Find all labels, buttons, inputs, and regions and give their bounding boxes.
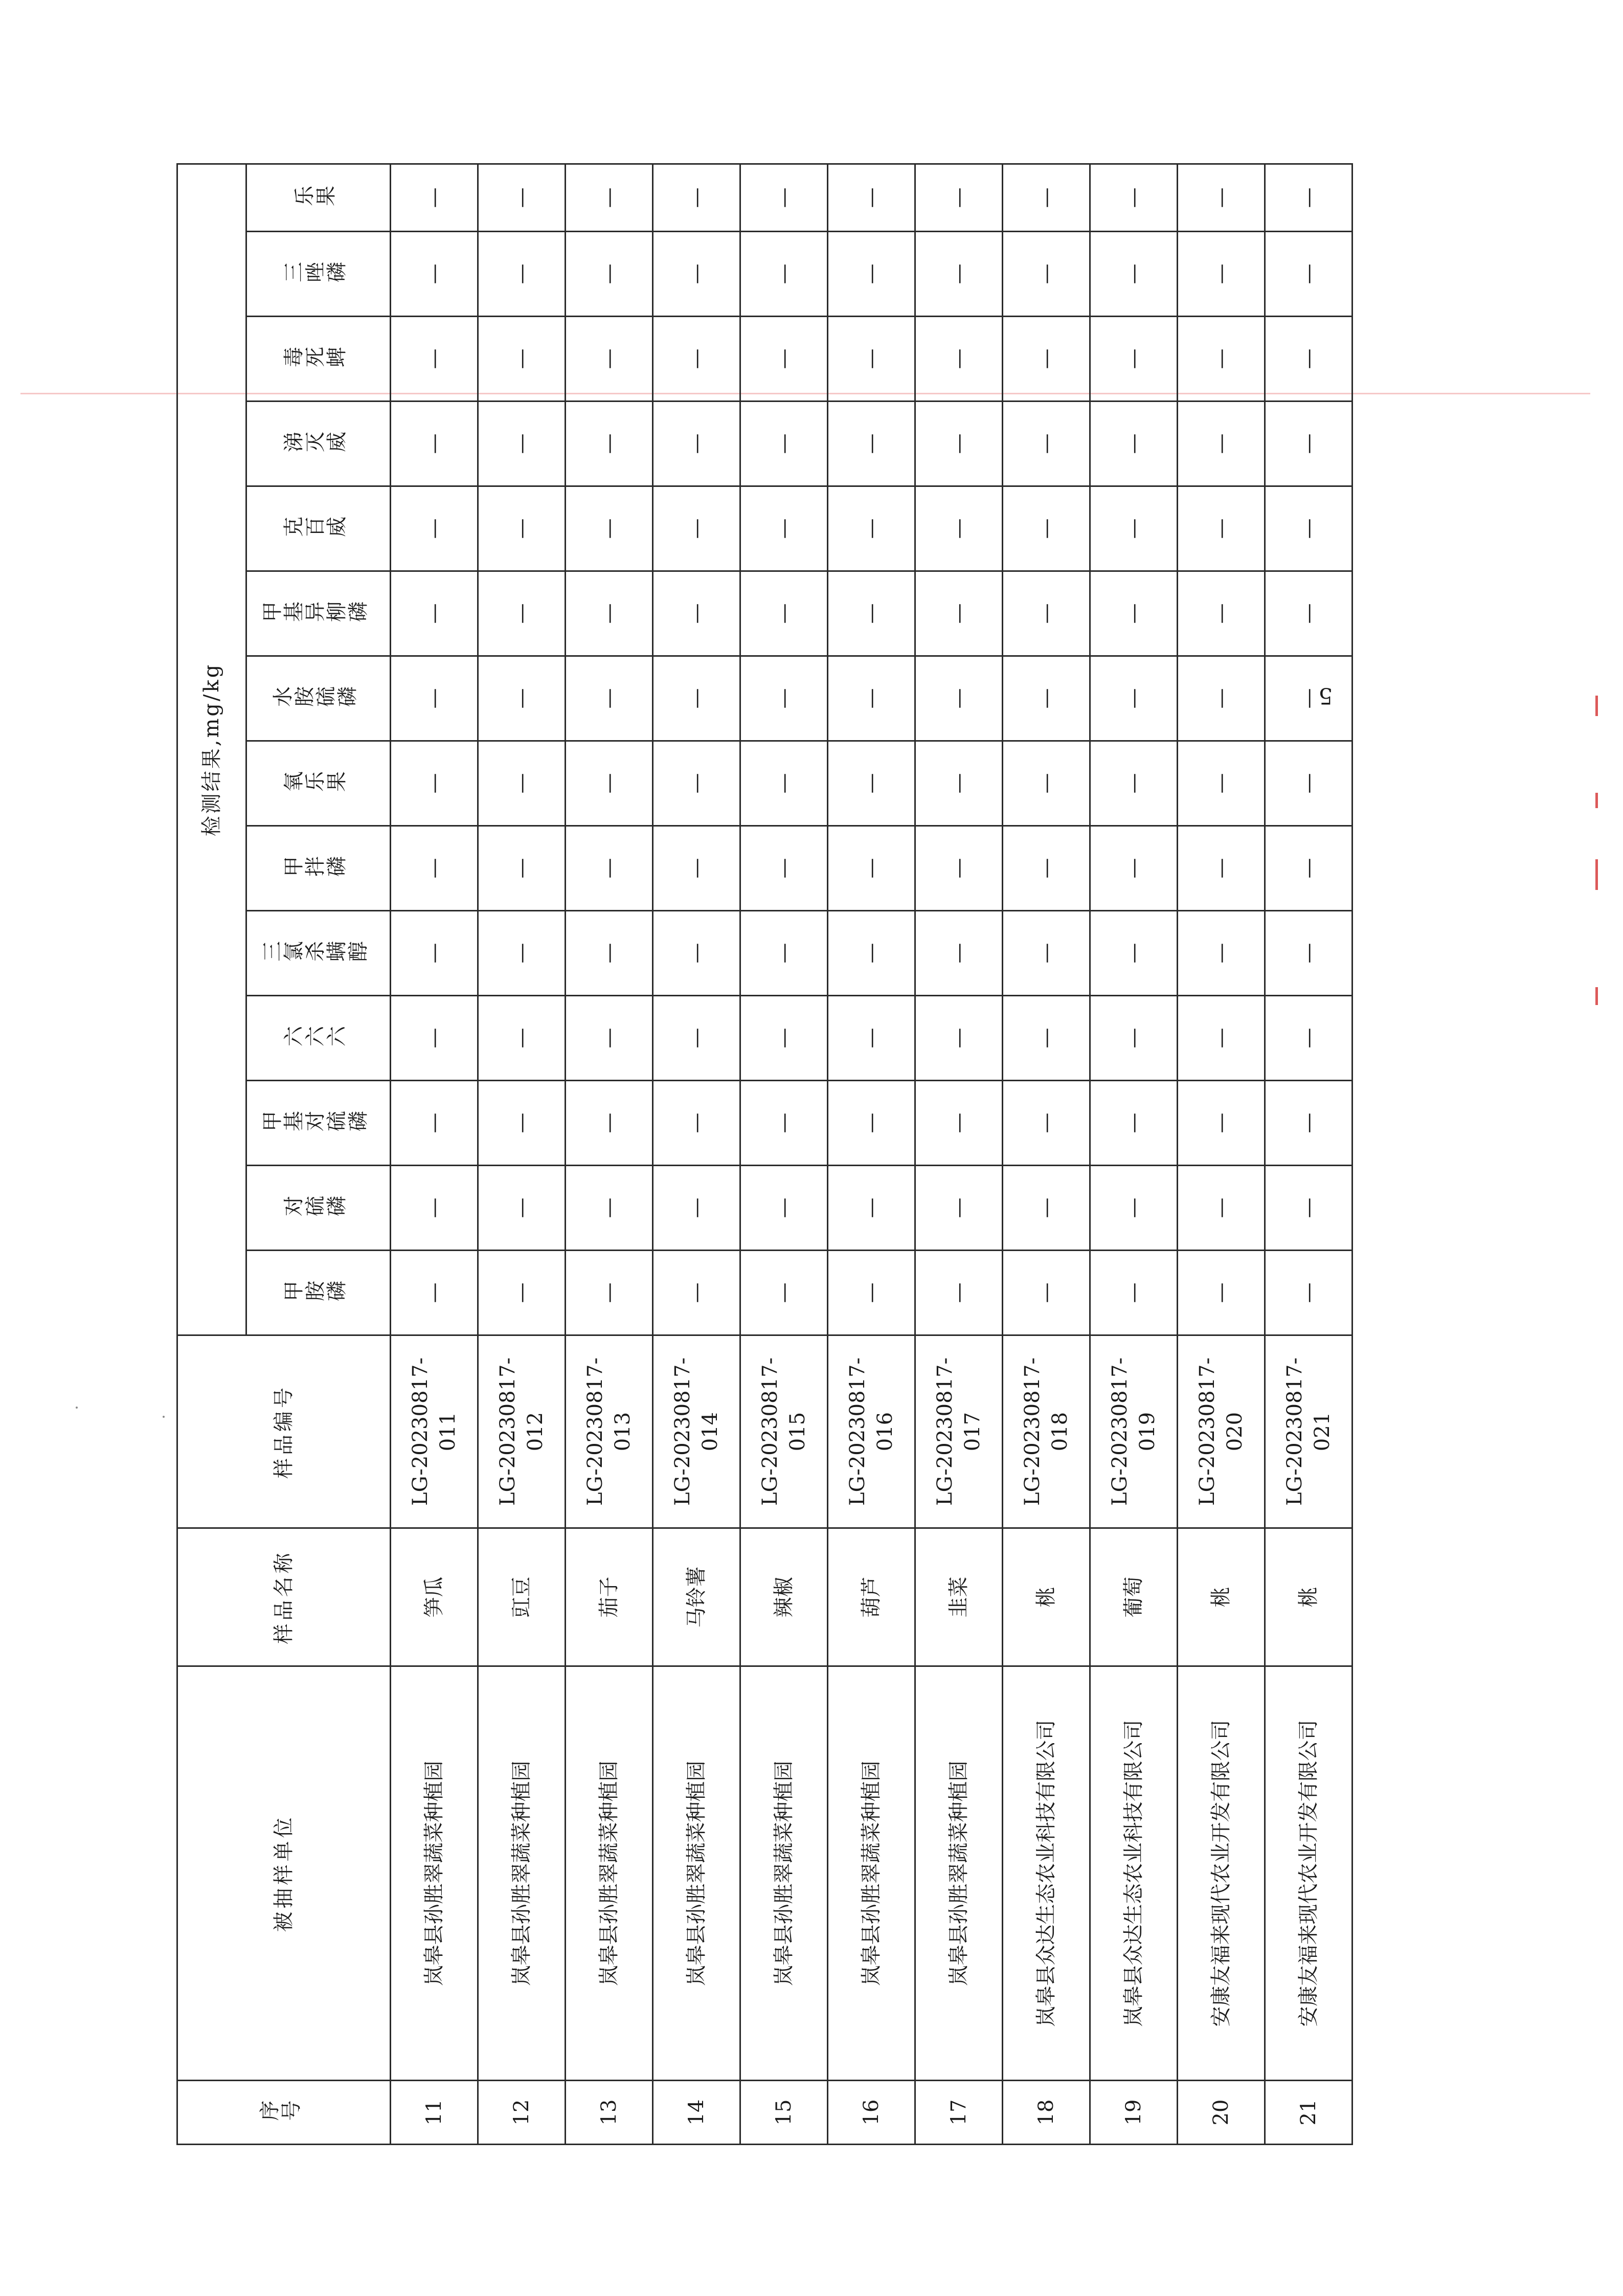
result-cell: — xyxy=(740,402,828,486)
result-cell: — xyxy=(828,571,915,656)
result-cell: — xyxy=(478,1166,566,1251)
result-cell: — xyxy=(740,911,828,996)
result-cell: — xyxy=(566,571,653,656)
result-cell: — xyxy=(653,317,740,402)
result-cell: — xyxy=(566,164,653,231)
result-cell: — xyxy=(1178,402,1265,486)
result-cell: — xyxy=(391,1081,478,1166)
result-cell: — xyxy=(478,164,566,231)
result-cell: — xyxy=(828,317,915,402)
header-analyte: 乐果 xyxy=(246,164,391,231)
result-cell: — xyxy=(740,1166,828,1251)
result-cell: — xyxy=(1003,1166,1090,1251)
result-cell: — xyxy=(1090,1251,1178,1335)
seq-cell: 16 xyxy=(828,2081,915,2145)
header-analyte: 三氯杀螨醇 xyxy=(246,911,391,996)
result-cell: — xyxy=(1003,656,1090,741)
result-cell: — xyxy=(740,656,828,741)
header-analyte: 涕灭威 xyxy=(246,402,391,486)
table-row xyxy=(1003,164,1090,2144)
result-cell: — xyxy=(1003,232,1090,317)
result-cell: — xyxy=(828,1251,915,1335)
table-row xyxy=(478,164,566,2144)
result-cell: — xyxy=(478,741,566,826)
sample-name-cell: 桃 xyxy=(1265,1528,1352,1666)
sample-no-cell: LG-20230817-012 xyxy=(478,1335,566,1528)
result-cell: — xyxy=(915,317,1003,402)
result-cell: — xyxy=(1003,826,1090,911)
header-analyte: 氧乐果 xyxy=(246,741,391,826)
result-cell: — xyxy=(391,826,478,911)
sample-name-cell: 笋瓜 xyxy=(391,1528,478,1666)
result-cell: — xyxy=(1003,1081,1090,1166)
table-row xyxy=(1090,164,1178,2144)
result-cell: — xyxy=(740,1081,828,1166)
result-cell: — xyxy=(653,232,740,317)
result-cell: — xyxy=(566,826,653,911)
result-cell: — xyxy=(478,486,566,571)
result-cell: — xyxy=(1265,1166,1352,1251)
result-cell: — xyxy=(1265,996,1352,1081)
result-cell: — xyxy=(1178,317,1265,402)
result-cell: — xyxy=(828,911,915,996)
result-cell: — xyxy=(653,1081,740,1166)
unit-cell: 安康友福来现代农业开发有限公司 xyxy=(1178,1666,1265,2081)
unit-cell: 岚皋县孙胜翠蔬菜种植园 xyxy=(391,1666,478,2081)
header-analyte: 六六六 xyxy=(246,996,391,1081)
result-cell: — xyxy=(915,486,1003,571)
result-cell: — xyxy=(1265,911,1352,996)
result-cell: — xyxy=(1003,164,1090,231)
seq-cell: 20 xyxy=(1178,2081,1265,2145)
result-cell: — xyxy=(1178,571,1265,656)
result-cell: — xyxy=(1003,486,1090,571)
result-cell: — xyxy=(566,1081,653,1166)
table-row xyxy=(391,164,478,2144)
result-cell: — xyxy=(391,164,478,231)
result-cell: — xyxy=(1090,402,1178,486)
result-cell: — xyxy=(653,1251,740,1335)
result-cell: — xyxy=(391,232,478,317)
scan-red-mark xyxy=(1595,859,1598,890)
scan-red-mark xyxy=(1595,793,1598,808)
result-cell: — xyxy=(391,571,478,656)
result-cell: — xyxy=(1003,402,1090,486)
result-cell: — xyxy=(1178,164,1265,231)
sample-name-cell: 桃 xyxy=(1178,1528,1265,1666)
result-cell: — xyxy=(566,402,653,486)
scan-red-mark xyxy=(1595,696,1598,716)
sample-no-cell: LG-20230817-011 xyxy=(391,1335,478,1528)
result-cell: — xyxy=(828,164,915,231)
table-row xyxy=(653,164,740,2144)
result-cell: — xyxy=(653,571,740,656)
result-cell: — xyxy=(391,996,478,1081)
unit-cell: 岚皋县孙胜翠蔬菜种植园 xyxy=(478,1666,566,2081)
unit-cell: 岚皋县孙胜翠蔬菜种植园 xyxy=(828,1666,915,2081)
result-cell: — xyxy=(828,656,915,741)
header-analyte: 克百威 xyxy=(246,486,391,571)
result-cell: — xyxy=(828,232,915,317)
sample-name-cell: 葡萄 xyxy=(1090,1528,1178,1666)
result-cell: — xyxy=(915,1166,1003,1251)
result-cell: — xyxy=(1003,571,1090,656)
result-cell: — xyxy=(1178,232,1265,317)
result-cell: — xyxy=(1265,741,1352,826)
result-cell: — xyxy=(391,911,478,996)
result-cell: — xyxy=(478,402,566,486)
sample-no-cell: LG-20230817-021 xyxy=(1265,1335,1352,1528)
result-cell: — xyxy=(1003,1251,1090,1335)
sample-name-cell: 豇豆 xyxy=(478,1528,566,1666)
result-cell: — xyxy=(1178,996,1265,1081)
page-number: 5 xyxy=(1318,682,1333,709)
header-analyte: 甲胺磷 xyxy=(246,1251,391,1335)
sample-no-cell: LG-20230817-019 xyxy=(1090,1335,1178,1528)
result-cell: — xyxy=(566,317,653,402)
result-cell: — xyxy=(478,1081,566,1166)
result-cell: — xyxy=(1265,826,1352,911)
result-cell: — xyxy=(1178,911,1265,996)
result-cell: — xyxy=(740,317,828,402)
seq-cell: 11 xyxy=(391,2081,478,2145)
result-cell: — xyxy=(915,1081,1003,1166)
header-analyte: 甲拌磷 xyxy=(246,826,391,911)
result-cell: — xyxy=(653,826,740,911)
result-cell: — xyxy=(1265,1251,1352,1335)
unit-cell: 岚皋县孙胜翠蔬菜种植园 xyxy=(653,1666,740,2081)
result-cell: — xyxy=(1265,232,1352,317)
seq-cell: 14 xyxy=(653,2081,740,2145)
result-cell: — xyxy=(566,486,653,571)
result-cell: — xyxy=(1090,911,1178,996)
result-cell: — xyxy=(915,164,1003,231)
result-cell: — xyxy=(391,486,478,571)
unit-cell: 岚皋县孙胜翠蔬菜种植园 xyxy=(740,1666,828,2081)
result-cell: — xyxy=(478,571,566,656)
result-cell: — xyxy=(478,911,566,996)
result-cell: — xyxy=(1265,656,1352,741)
result-cell: — xyxy=(1265,571,1352,656)
inspection-results-table xyxy=(176,163,1353,2145)
sample-name-cell: 辣椒 xyxy=(740,1528,828,1666)
table-row xyxy=(740,164,828,2144)
result-cell: — xyxy=(1178,656,1265,741)
sample-no-cell: LG-20230817-020 xyxy=(1178,1335,1265,1528)
result-cell: — xyxy=(653,402,740,486)
result-cell: — xyxy=(1178,1081,1265,1166)
result-cell: — xyxy=(1090,486,1178,571)
result-cell: — xyxy=(740,571,828,656)
seq-cell: 13 xyxy=(566,2081,653,2145)
result-cell: — xyxy=(478,1251,566,1335)
result-cell: — xyxy=(1265,164,1352,231)
result-cell: — xyxy=(740,1251,828,1335)
seq-cell: 19 xyxy=(1090,2081,1178,2145)
result-cell: — xyxy=(915,826,1003,911)
result-cell: — xyxy=(1090,826,1178,911)
result-cell: — xyxy=(1003,741,1090,826)
header-analyte: 甲基对硫磷 xyxy=(246,1081,391,1166)
sample-no-cell: LG-20230817-018 xyxy=(1003,1335,1090,1528)
result-cell: — xyxy=(1090,656,1178,741)
result-cell: — xyxy=(828,826,915,911)
result-cell: — xyxy=(1090,996,1178,1081)
result-cell: — xyxy=(1178,1251,1265,1335)
header-analyte: 水胺硫磷 xyxy=(246,656,391,741)
sample-name-cell: 葫芦 xyxy=(828,1528,915,1666)
result-cell: — xyxy=(1178,486,1265,571)
unit-cell: 岚皋县孙胜翠蔬菜种植园 xyxy=(915,1666,1003,2081)
result-cell: — xyxy=(566,656,653,741)
result-cell: — xyxy=(653,164,740,231)
unit-cell: 岚皋县孙胜翠蔬菜种植园 xyxy=(566,1666,653,2081)
sample-name-cell: 韭菜 xyxy=(915,1528,1003,1666)
result-cell: — xyxy=(1090,741,1178,826)
result-cell: — xyxy=(653,486,740,571)
result-cell: — xyxy=(740,164,828,231)
seq-cell: 17 xyxy=(915,2081,1003,2145)
result-cell: — xyxy=(566,911,653,996)
result-cell: — xyxy=(828,1166,915,1251)
result-cell: — xyxy=(828,741,915,826)
result-cell: — xyxy=(828,402,915,486)
result-cell: — xyxy=(828,1081,915,1166)
sample-name-cell: 马铃薯 xyxy=(653,1528,740,1666)
header-analyte: 三唑磷 xyxy=(246,232,391,317)
unit-cell: 安康友福来现代农业开发有限公司 xyxy=(1265,1666,1352,2081)
header-results-group: 检测结果,mg/kg xyxy=(177,164,246,1335)
result-cell: — xyxy=(391,402,478,486)
seq-cell: 15 xyxy=(740,2081,828,2145)
result-cell: — xyxy=(915,741,1003,826)
unit-cell: 岚皋县众达生态农业科技有限公司 xyxy=(1003,1666,1090,2081)
result-cell: — xyxy=(828,486,915,571)
result-cell: — xyxy=(740,826,828,911)
result-cell: — xyxy=(915,571,1003,656)
result-cell: — xyxy=(1003,911,1090,996)
result-cell: — xyxy=(1090,571,1178,656)
result-cell: — xyxy=(1265,1081,1352,1166)
sample-no-cell: LG-20230817-014 xyxy=(653,1335,740,1528)
result-cell: — xyxy=(391,741,478,826)
result-cell: — xyxy=(478,232,566,317)
result-cell: — xyxy=(915,996,1003,1081)
result-cell: — xyxy=(391,1251,478,1335)
result-cell: — xyxy=(391,317,478,402)
result-cell: — xyxy=(1003,317,1090,402)
sample-no-cell: LG-20230817-013 xyxy=(566,1335,653,1528)
seq-cell: 18 xyxy=(1003,2081,1090,2145)
header-sample-name: 样品名称 xyxy=(177,1528,391,1666)
header-analyte: 甲基异柳磷 xyxy=(246,571,391,656)
header-seq: 序号 xyxy=(177,2081,391,2145)
result-cell: — xyxy=(478,826,566,911)
header-analyte: 毒死蜱 xyxy=(246,317,391,402)
result-cell: — xyxy=(740,741,828,826)
result-cell: — xyxy=(915,232,1003,317)
result-cell: — xyxy=(1265,317,1352,402)
seq-cell: 21 xyxy=(1265,2081,1352,2145)
seq-cell: 12 xyxy=(478,2081,566,2145)
result-cell: — xyxy=(915,911,1003,996)
table-row xyxy=(1265,164,1352,2144)
result-cell: — xyxy=(653,1166,740,1251)
result-cell: — xyxy=(566,1251,653,1335)
result-cell: — xyxy=(915,402,1003,486)
result-cell: — xyxy=(1090,317,1178,402)
result-cell: — xyxy=(1090,232,1178,317)
table-row xyxy=(566,164,653,2144)
result-cell: — xyxy=(1178,1166,1265,1251)
result-cell: — xyxy=(1090,1081,1178,1166)
result-cell: — xyxy=(1265,486,1352,571)
sample-no-cell: LG-20230817-016 xyxy=(828,1335,915,1528)
result-cell: — xyxy=(1090,164,1178,231)
unit-cell: 岚皋县众达生态农业科技有限公司 xyxy=(1090,1666,1178,2081)
rotated-page xyxy=(176,182,1350,2145)
result-cell: — xyxy=(1090,1166,1178,1251)
result-cell: — xyxy=(478,317,566,402)
result-cell: — xyxy=(478,996,566,1081)
result-cell: — xyxy=(740,232,828,317)
result-cell: — xyxy=(566,741,653,826)
result-cell: — xyxy=(566,1166,653,1251)
result-cell: — xyxy=(1178,741,1265,826)
scan-dust xyxy=(76,1407,78,1409)
result-cell: — xyxy=(1265,402,1352,486)
table-row xyxy=(828,164,915,2144)
result-cell: — xyxy=(653,656,740,741)
result-cell: — xyxy=(915,1251,1003,1335)
result-cell: — xyxy=(566,232,653,317)
result-cell: — xyxy=(740,486,828,571)
scan-red-mark xyxy=(1595,987,1598,1005)
header-sample-no: 样品编号 xyxy=(177,1335,391,1528)
result-cell: — xyxy=(1003,996,1090,1081)
result-cell: — xyxy=(478,656,566,741)
sample-name-cell: 桃 xyxy=(1003,1528,1090,1666)
header-unit: 被抽样单位 xyxy=(177,1666,391,2081)
result-cell: — xyxy=(566,996,653,1081)
result-cell: — xyxy=(1178,826,1265,911)
scan-dust xyxy=(163,1416,165,1418)
table-row xyxy=(915,164,1003,2144)
header-analyte: 对硫磷 xyxy=(246,1166,391,1251)
result-cell: — xyxy=(915,656,1003,741)
result-cell: — xyxy=(391,1166,478,1251)
result-cell: — xyxy=(828,996,915,1081)
result-cell: — xyxy=(391,656,478,741)
result-cell: — xyxy=(653,996,740,1081)
sample-no-cell: LG-20230817-017 xyxy=(915,1335,1003,1528)
table-row xyxy=(1178,164,1265,2144)
sample-no-cell: LG-20230817-015 xyxy=(740,1335,828,1528)
result-cell: — xyxy=(653,911,740,996)
result-cell: — xyxy=(740,996,828,1081)
sample-name-cell: 茄子 xyxy=(566,1528,653,1666)
result-cell: — xyxy=(653,741,740,826)
